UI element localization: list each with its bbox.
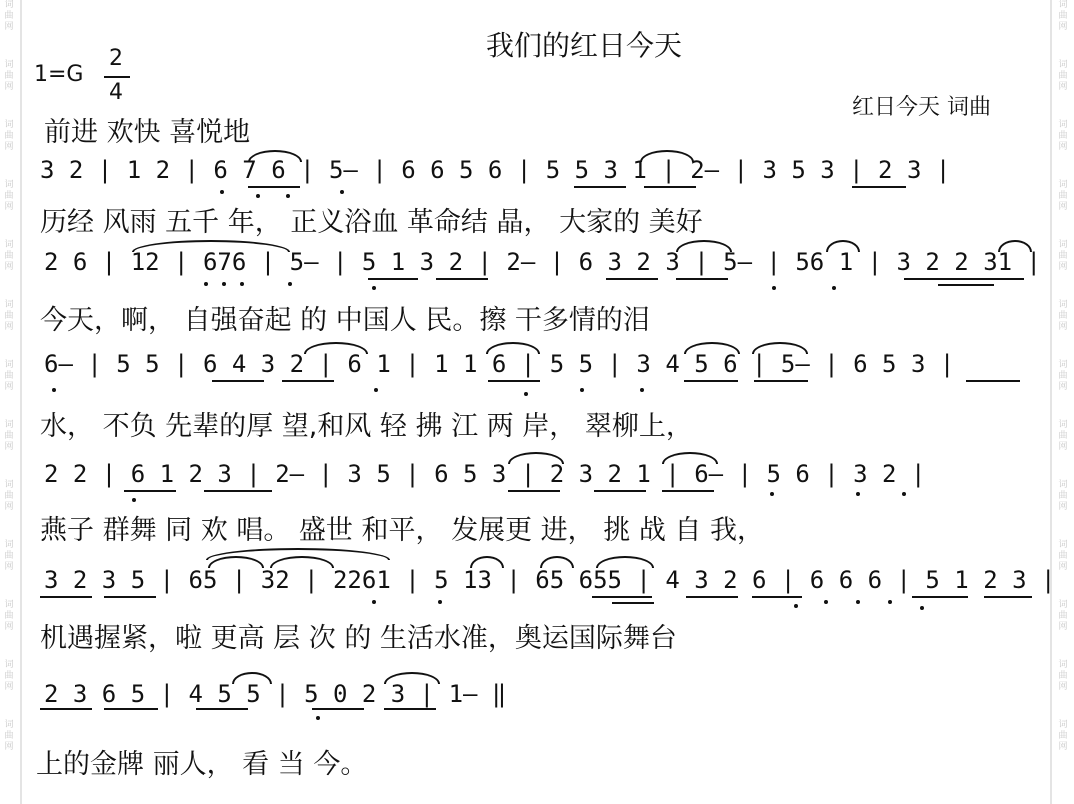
slur (540, 556, 574, 568)
watermark-left-8: 词曲网 (4, 420, 14, 452)
slur (684, 342, 740, 354)
octave-dot (580, 388, 584, 392)
octave-dot (438, 600, 442, 604)
duration-line (612, 602, 654, 604)
duration-line (124, 490, 176, 492)
duration-line (966, 380, 1020, 382)
watermark-right-12: 词曲网 (1058, 660, 1068, 692)
watermark-left-13: 词曲网 (4, 720, 14, 752)
watermark-right-6: 词曲网 (1058, 300, 1068, 332)
duration-line (662, 490, 714, 492)
notation-row-4: 2 2 | 6 1 2 3 | 2— | 3 5 | 6 5 3 | 2 3 2 1 | 6— | 5 6 | 3 2 | (44, 460, 926, 488)
duration-line (104, 708, 158, 710)
slur (470, 556, 504, 568)
slur (826, 240, 860, 252)
slur (676, 240, 732, 252)
octave-dot (340, 190, 344, 194)
octave-dot (640, 388, 644, 392)
time-signature-top: 2 (109, 46, 123, 71)
slur (384, 672, 440, 684)
duration-line (684, 380, 738, 382)
octave-dot (524, 392, 528, 396)
octave-dot (824, 600, 828, 604)
lyric-row-5: 机遇握紧，啦 更高 层 次 的 生活水准，奥运国际舞台 (40, 623, 677, 654)
octave-dot (902, 492, 906, 496)
duration-line (436, 278, 488, 280)
duration-line (212, 380, 264, 382)
octave-dot (770, 492, 774, 496)
slur (752, 342, 808, 354)
watermark-right-11: 词曲网 (1058, 600, 1068, 632)
time-signature-bar (104, 76, 130, 78)
duration-line (204, 490, 272, 492)
slur (304, 342, 368, 354)
octave-dot (288, 282, 292, 286)
duration-line (644, 186, 696, 188)
octave-dot (856, 492, 860, 496)
watermark-left-12: 词曲网 (4, 660, 14, 692)
notation-row-2: 2 6 | 12 | 676 | 5— | 5 1 3 2 | 2— | 6 3 2 3 | 5— | 56 1 | 3 2 2 31 | (44, 248, 1041, 276)
watermark-left-4: 词曲网 (4, 180, 14, 212)
slur (232, 672, 272, 684)
duration-line (508, 490, 560, 492)
duration-line (984, 596, 1032, 598)
duration-line (606, 278, 658, 280)
octave-dot (256, 194, 260, 198)
watermark-left-6: 词曲网 (4, 300, 14, 332)
octave-dot (856, 600, 860, 604)
watermark-right-2: 词曲网 (1058, 60, 1068, 92)
octave-dot (220, 190, 224, 194)
notation-row-3: 6— | 5 5 | 6 4 3 2 | 6 1 | 1 1 6 | 5 5 | 3 4 5 6 | 5— | 6 5 3 | (44, 350, 955, 378)
octave-dot (316, 716, 320, 720)
octave-dot (372, 286, 376, 290)
duration-line (488, 380, 540, 382)
octave-dot (374, 388, 378, 392)
watermark-left-3: 词曲网 (4, 120, 14, 152)
duration-line (754, 380, 808, 382)
watermark-left-5: 词曲网 (4, 240, 14, 272)
notation-row-6: 2 3 6 5 | 4 5 5 | 5 0 2 3 | 1— ‖ (44, 680, 507, 708)
left-border (20, 0, 22, 804)
watermark-right-8: 词曲网 (1058, 420, 1068, 452)
watermark-right-7: 词曲网 (1058, 360, 1068, 392)
duration-line (40, 708, 92, 710)
octave-dot (132, 498, 136, 502)
lyric-row-6: 上的金牌 丽人， 看 当 今。 (36, 749, 368, 780)
slur (486, 342, 540, 354)
octave-dot (772, 286, 776, 290)
slur (596, 556, 654, 568)
lyric-row-2: 今天，啊， 自强奋起 的 中国人 民。擦 干多情的泪 (40, 305, 650, 336)
watermark-right-10: 词曲网 (1058, 540, 1068, 572)
lyric-row-1: 历经 风雨 五千 年， 正义浴血 革命结 晶， 大家的 美好 (40, 207, 703, 238)
notation-row-5: 3 2 3 5 | 65 | 32 | 2261 | 5 13 | 65 655 | 4 3 2 6 | 6 6 6 | 5 1 2 3 | (44, 566, 1056, 594)
watermark-left-10: 词曲网 (4, 540, 14, 572)
octave-dot (794, 604, 798, 608)
notation-row-1: 3 2 | 1 2 | 6 7 6 | 5— | 6 6 5 6 | 5 5 3 1 | 2— | 3 5 3 | 2 3 | (40, 156, 951, 184)
duration-line (852, 186, 906, 188)
lyric-row-3: 水， 不负 先辈的厚 望,和风 轻 拂 江 两 岸， 翠柳上， (40, 411, 693, 442)
duration-line (104, 596, 156, 598)
duration-line (368, 278, 418, 280)
duration-line (686, 596, 738, 598)
duration-line (912, 596, 968, 598)
right-border (1050, 0, 1052, 804)
watermark-left-9: 词曲网 (4, 480, 14, 512)
octave-dot (832, 286, 836, 290)
duration-line (594, 490, 646, 492)
slur (132, 240, 290, 252)
octave-dot (240, 282, 244, 286)
duration-line (384, 708, 436, 710)
slur (640, 150, 694, 162)
lyric-row-4: 燕子 群舞 同 欢 唱。 盛世 和平， 发展更 进， 挑 战 自 我， (40, 515, 764, 546)
octave-dot (920, 606, 924, 610)
duration-line (196, 708, 248, 710)
duration-line (904, 278, 1024, 280)
octave-dot (222, 282, 226, 286)
duration-line (752, 596, 802, 598)
duration-line (592, 596, 652, 598)
credit-line: 红日今天 词曲 (852, 95, 991, 120)
octave-dot (888, 600, 892, 604)
octave-dot (372, 600, 376, 604)
duration-line (574, 186, 626, 188)
octave-dot (204, 282, 208, 286)
watermark-right-9: 词曲网 (1058, 480, 1068, 512)
watermark-right-3: 词曲网 (1058, 120, 1068, 152)
song-title: 我们的红日今天 (486, 29, 683, 62)
octave-dot (286, 194, 290, 198)
duration-line (676, 278, 728, 280)
slur (248, 150, 302, 162)
watermark-left-11: 词曲网 (4, 600, 14, 632)
watermark-right-13: 词曲网 (1058, 720, 1068, 752)
slur (998, 240, 1032, 252)
duration-line (312, 708, 364, 710)
watermark-left-2: 词曲网 (4, 60, 14, 92)
watermark-left-7: 词曲网 (4, 360, 14, 392)
watermark-right-4: 词曲网 (1058, 180, 1068, 212)
watermark-right-1: 词曲网 (1058, 0, 1068, 32)
duration-line (938, 284, 994, 286)
duration-line (248, 186, 300, 188)
watermark-left-1: 词曲网 (4, 0, 14, 32)
time-signature-bottom: 4 (109, 80, 123, 105)
tempo-marking: 前进 欢快 喜悦地 (44, 117, 251, 148)
duration-line (282, 380, 334, 382)
key-signature: 1=G (34, 62, 84, 87)
slur (662, 452, 718, 464)
duration-line (40, 596, 92, 598)
octave-dot (52, 388, 56, 392)
slur (508, 452, 564, 464)
watermark-right-5: 词曲网 (1058, 240, 1068, 272)
